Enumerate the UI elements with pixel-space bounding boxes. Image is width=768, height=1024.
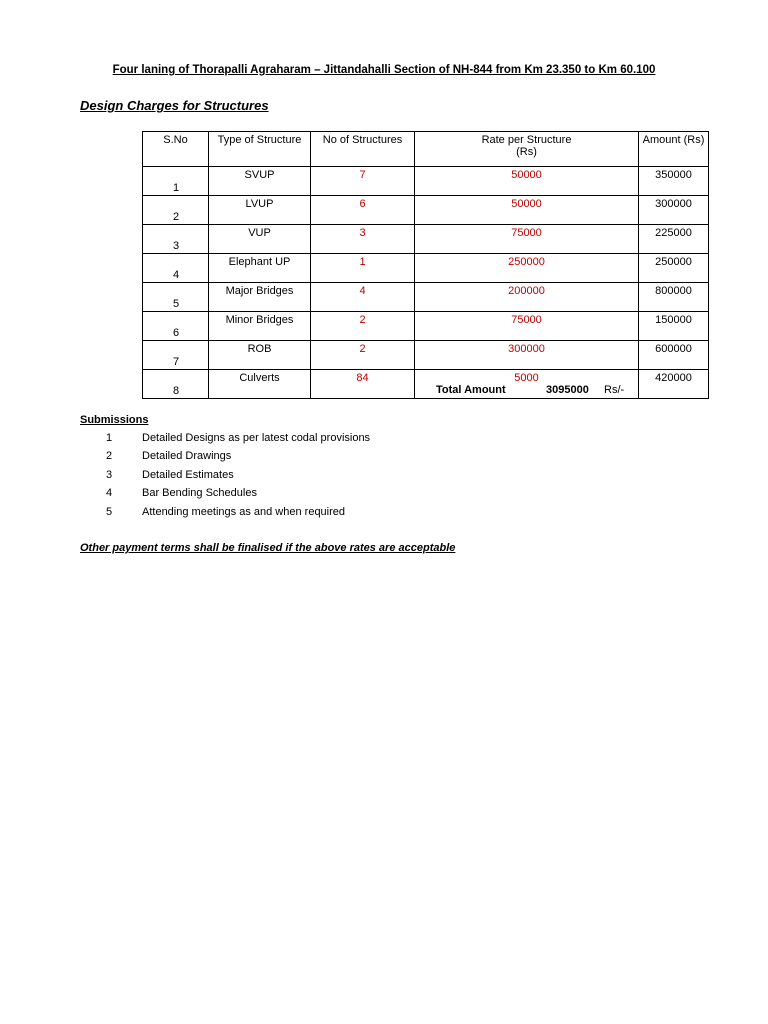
cell-type: Elephant UP: [209, 254, 311, 283]
header-type: Type of Structure: [209, 132, 311, 167]
header-count: No of Structures: [311, 132, 415, 167]
cell-sno: 6: [143, 312, 209, 341]
cell-type: Culverts: [209, 370, 311, 399]
cell-amount: 420000: [639, 370, 709, 399]
submission-number: 4: [106, 487, 113, 500]
table-row: [143, 254, 709, 283]
cell-type: LVUP: [209, 196, 311, 225]
cell-count: 4: [311, 283, 415, 312]
cell-rate: 75000: [415, 225, 639, 254]
submission-number: 1: [106, 432, 113, 444]
cell-type: Minor Bridges: [209, 312, 311, 341]
table-header-row: [143, 132, 709, 167]
total-unit: Rs/-: [604, 384, 625, 396]
submissions-heading: Submissions: [80, 414, 149, 426]
cell-amount: 225000: [639, 225, 709, 254]
cell-rate: 50000: [415, 196, 639, 225]
list-item: [0, 469, 768, 487]
payment-terms-note: Other payment terms shall be finalised if the above rates are acceptable: [80, 542, 456, 554]
list-item: [0, 450, 768, 468]
submission-text: Detailed Estimates: [142, 468, 234, 481]
total-label: Total Amount: [436, 384, 506, 396]
page-title: Four laning of Thorapalli Agraharam – Jittandahalli Section of NH-844 from Km 23.350 to Km 60.100: [112, 64, 656, 76]
cell-sno: 3: [143, 225, 209, 254]
cell-count: 2: [311, 312, 415, 341]
cell-amount: 300000: [639, 196, 709, 225]
table-row: [143, 341, 709, 370]
cell-rate: 75000: [415, 312, 639, 341]
table-row: [143, 225, 709, 254]
cell-amount: 250000: [639, 254, 709, 283]
cell-count: 3: [311, 225, 415, 254]
cell-amount: 350000: [639, 167, 709, 196]
cell-amount: 600000: [639, 341, 709, 370]
list-item: [0, 432, 768, 450]
cell-sno: 7: [143, 341, 209, 370]
cell-count: 6: [311, 196, 415, 225]
cell-count: 84: [311, 370, 415, 399]
cell-rate: 250000: [415, 254, 639, 283]
section-heading: Design Charges for Structures: [80, 98, 269, 113]
cell-type: Major Bridges: [209, 283, 311, 312]
submissions-list: [0, 432, 768, 524]
header-amount: Amount (Rs): [639, 132, 709, 167]
cell-amount: 800000: [639, 283, 709, 312]
cell-sno: 2: [143, 196, 209, 225]
cell-rate: 200000: [415, 283, 639, 312]
cell-type: SVUP: [209, 167, 311, 196]
submission-text: Detailed Designs as per latest codal provisions: [142, 432, 371, 444]
cell-amount: 150000: [639, 312, 709, 341]
cell-count: 1: [311, 254, 415, 283]
table-row: [143, 196, 709, 225]
cell-sno: 8: [143, 370, 209, 399]
submission-text: Attending meetings as and when required: [142, 505, 346, 518]
total-value: 3095000: [546, 384, 589, 396]
table-row: [143, 312, 709, 341]
cell-count: 2: [311, 341, 415, 370]
header-rate-label: Rate per Structure (Rs): [481, 134, 572, 158]
cell-sno: 1: [143, 167, 209, 196]
list-item: [0, 487, 768, 505]
cell-rate: 300000: [415, 341, 639, 370]
cell-count: 7: [311, 167, 415, 196]
cell-rate: 5000: [415, 370, 639, 399]
header-rate: [415, 132, 639, 167]
list-item: [0, 506, 768, 524]
cell-type: ROB: [209, 341, 311, 370]
table-row: [143, 283, 709, 312]
submission-text: Detailed Drawings: [142, 450, 232, 463]
submission-number: 5: [106, 505, 113, 518]
submission-number: 3: [106, 468, 113, 481]
submission-text: Bar Bending Schedules: [142, 487, 257, 500]
submission-number: 2: [106, 450, 113, 463]
cell-sno: 5: [143, 283, 209, 312]
cell-type: VUP: [209, 225, 311, 254]
table-row: [143, 167, 709, 196]
cell-rate: 50000: [415, 167, 639, 196]
design-charges-table: [142, 131, 709, 399]
header-sno: S.No: [143, 132, 209, 167]
cell-sno: 4: [143, 254, 209, 283]
